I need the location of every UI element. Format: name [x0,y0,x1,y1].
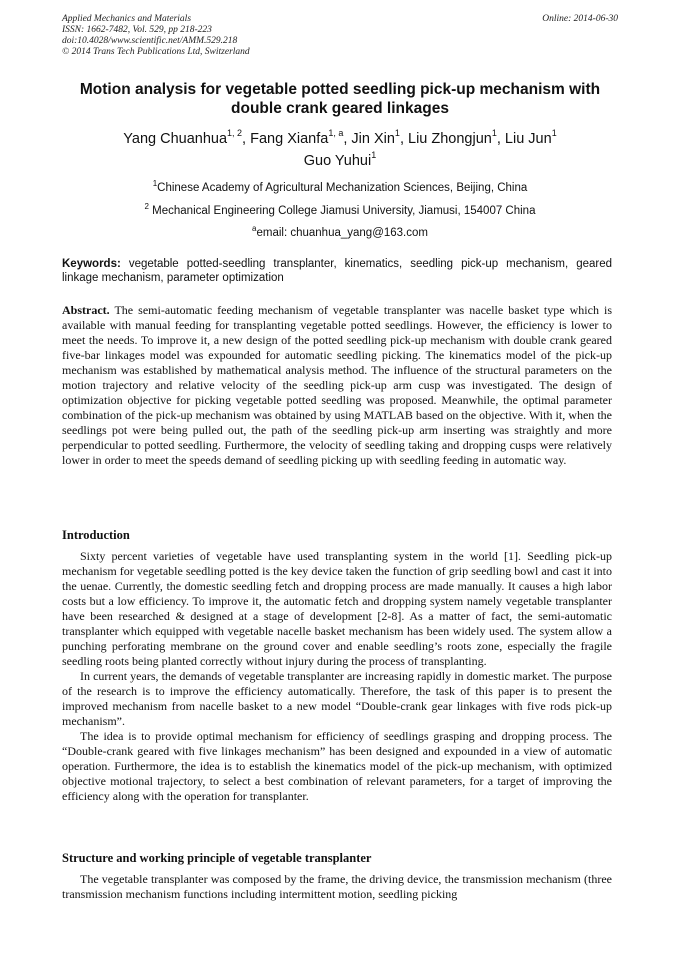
author-separator: , [242,131,251,147]
introduction-paragraph-3: The idea is to provide optimal mechanism for efficiency of seedlings grasping and dropping process. The “Double-crank geared with five linkages mechanism” has been designed and expounded in a view of automatic operation. Furthermore, the idea is to establish the kinematics model of the pick-up mechanism, with optimized objective motional trajectory, to select a best combination of relevant parameters, for a target of improving the efficiency along with the operation for transplanter. [62,729,612,803]
author-name: Liu Zhongjun [408,131,492,147]
section-heading-structure: Structure and working principle of vegetable transplanter [62,851,372,865]
structure-paragraph: The vegetable transplanter was composed by the frame, the driving device, the transmission mechanism (three transmission mechanism functions including intermittent motion, seedling picking [62,872,612,901]
introduction-body [62,549,612,804]
author-list [62,128,618,172]
author-line-1 [62,128,618,150]
abstract-text: The semi-automatic feeding mechanism of vegetable transplanter was nacelle basket type which is available with manual feeding for transplanting vegetable potted seedlings. However, the efficiency is lower to meet the needs. To improve it, a new design of the potted seedling pick-up mechanism with double crank geared five-bar linkages model was expounded for automatic seedling picking. The kinematics model of the pick-up mechanism was established by mathematical analysis method. The influence of the structural parameters on the motion trajectory and relative velocity of the seedling pick-up arm cusp was investigated. The design of optimization objective for picking vegetable potted seedling was proposed. Meanwhile, the optimal parameter combination of the pick-up mechanism was obtained by using MATLAB based on the objective. With it, when the seedlings pot were being pulled out, the path of the seedling pick-up arm inserting was straightly and more perpendicular to potted seedling. Furthermore, the velocity of seedling taking and dropping cusps were relatively lower in order to meet the speeds demand of seedling picking up with seedling feeding in automatic way. [62,303,612,467]
affiliation-text: Mechanical Engineering College Jiamusi University, Jiamusi, 154007 China [148,205,536,217]
abstract-paragraph [62,303,612,468]
author-name: Jin Xin [351,131,395,147]
abstract-block [62,303,612,468]
author-separator: , [399,131,408,147]
affiliation-text: Chinese Academy of Agricultural Mechanization Sciences, Beijing, China [157,182,528,194]
journal-copyright: © 2014 Trans Tech Publications Ltd, Switzerland [62,47,250,57]
affiliation-2 [62,204,618,218]
introduction-paragraph-2: In current years, the demands of vegetable transplanter are increasing rapidly in domestic market. The purpose of the research is to improve the efficiency automatically. Therefore, the task of this paper is to present the improved mechanism from nacelle basket to a new model “Double-crank gear linkages with five rods pick-up mechanism”. [62,669,612,728]
author-sup: 1, 2 [227,128,243,138]
author-line-2 [62,150,618,172]
structure-body [62,872,612,902]
keywords-block [62,257,612,285]
journal-name: Applied Mechanics and Materials [62,14,192,24]
author-sup: 1 [394,128,400,138]
author-name: Fang Xianfa [250,131,329,147]
affiliation-sup: a [252,224,257,233]
author-name: Liu Jun [504,131,552,147]
author-name: Guo Yuhui [303,153,372,169]
section-heading-introduction: Introduction [62,528,130,542]
keywords-text: vegetable potted-seedling transplanter, kinematics, seedling pick-up mechanism, geared linkage mechanism, parameter optimization [62,258,612,284]
paper-title: Motion analysis for vegetable potted seedling pick-up mechanism with double crank geared linkages [79,81,601,117]
author-sup: 1 [491,128,497,138]
affiliation-sup: 2 [144,202,149,211]
author-name: Yang Chuanhua [123,131,228,147]
author-separator: , [496,131,505,147]
introduction-paragraph-1: Sixty percent varieties of vegetable have used transplanting system in the world [1]. Seedling pick-up mechanism for vegetable seedling potted is the key device taken the function of grip seedling bowl and cast it into the uenae. Currently, the domestic seedling fetch and dropping process are made manually. It causes a high labor costs but a low efficiency. To improve it, the automatic fetch and dropping system namely vegetable transplanter have been researched & designed at a stage of development [2-8]. As a matter of fact, the semi-automatic transplanter which equipped with vegetable nacelle basket mechanism has been widely used. The system allow a punching perforating membrane on the ground cover and enable seedling’s roots zone, especially the fragile seedling roots being planted correctly without injury during the process of transplanting. [62,549,612,668]
affiliation-1 [62,181,618,195]
author-sup: 1 [551,128,557,138]
journal-doi[interactable]: doi:10.4028/www.scientific.net/AMM.529.218 [62,36,238,46]
author-sup: 1, a [328,128,344,138]
author-separator: , [343,131,352,147]
journal-issn: ISSN: 1662-7482, Vol. 529, pp 218-223 [62,25,212,35]
online-date: Online: 2014-06-30 [542,14,618,24]
journal-header [62,14,618,58]
author-sup: 1 [371,150,377,160]
affiliation-email [62,226,618,240]
keywords-label: Keywords: [62,258,121,270]
affiliation-sup: 1 [152,179,158,188]
abstract-label: Abstract. [62,303,110,317]
email-address[interactable]: email: chuanhua_yang@163.com [256,227,428,239]
